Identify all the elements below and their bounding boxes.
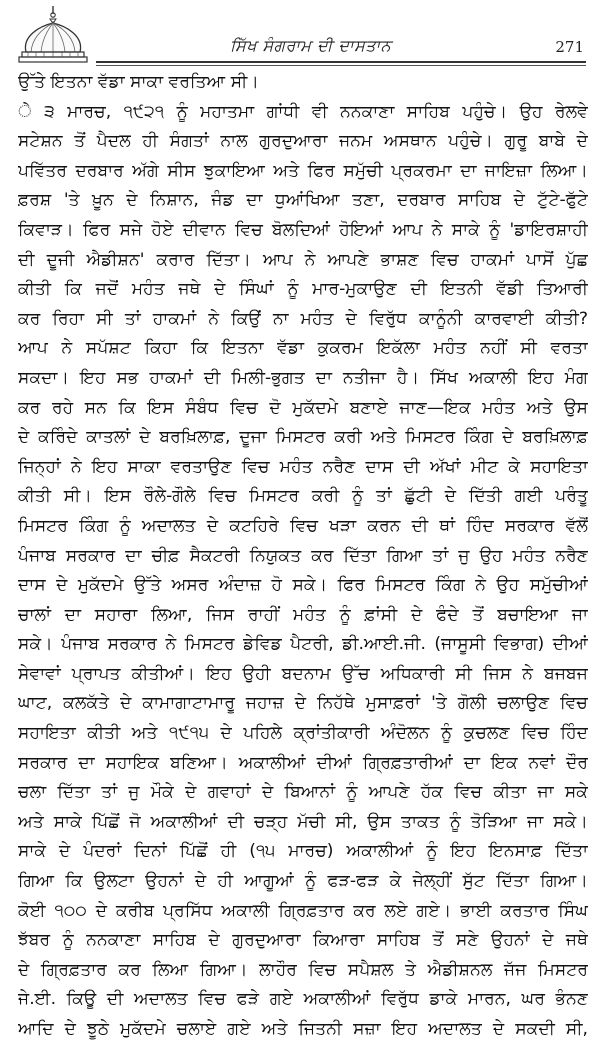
header-rule	[96, 61, 586, 63]
text-line: ਜੇ.ਈ. ਕਿਊ ਦੀ ਅਦਾਲਤ ਵਿਚ ਫੜੇ ਗਏ ਅਕਾਲੀਆਂ ਵਿਰੁੱਧ ਡਾਕੇ ਮਾਰਨ, ਘਰ ਭੰਨਣ	[18, 989, 588, 1010]
text-line: ਕਰ ਰਹੇ ਸਨ ਕਿ ਇਸ ਸੰਬੰਧ ਵਿਚ ਦੋ ਮੁਕੱਦਮੇ ਬਣਾਏ ਜਾਣ—ਇਕ ਮਹੰਤ ਅਤੇ ਉਸ	[18, 397, 588, 418]
page-number: 271	[555, 38, 584, 56]
text-line: ਗਿਆ ਕਿ ਉਲਟਾ ਉਹਨਾਂ ਦੇ ਹੀ ਆਗੂਆਂ ਨੂੰ ਫੜ-ਫੜ ਕੇ ਜੇਲ੍ਹੀਂ ਸੁੱਟ ਦਿੱਤਾ ਗਿਆ।	[18, 871, 588, 892]
text-line: ਕੋਈ ੧੦੦ ਦੇ ਕਰੀਬ ਪ੍ਰਸਿੱਧ ਅਕਾਲੀ ਗ੍ਰਿਫ਼ਤਾਰ ਕਰ ਲਏ ਗਏ। ਭਾਈ ਕਰਤਾਰ ਸਿੰਘ	[18, 900, 588, 921]
text-line: ਜਿਨ੍ਹਾਂ ਨੇ ਇਹ ਸਾਕਾ ਵਰਤਾਉਣ ਵਿਚ ਮਹੰਤ ਨਰੈਣ ਦਾਸ ਦੀ ਅੱਖਾਂ ਮੀਟ ਕੇ ਸਹਾਇਤਾ	[18, 456, 588, 477]
text-line: ਉੱਤੇ ਇਤਨਾ ਵੱਡਾ ਸਾਕਾ ਵਰਤਿਆ ਸੀ।	[18, 72, 259, 92]
text-line: ਫ਼ਰਸ਼ 'ਤੇ ਖ਼ੂਨ ਦੇ ਨਿਸ਼ਾਨ, ਜੰਡ ਦਾ ਧੁਆਂਖਿਆ ਤਣਾ, ਦਰਬਾਰ ਸਾਹਿਬ ਦੇ ਟੁੱਟੇ-ਫੁੱਟੇ	[18, 190, 588, 211]
text-line: ਪਵਿੱਤਰ ਦਰਬਾਰ ਅੱਗੇ ਸੀਸ ਝੁਕਾਇਆ ਅਤੇ ਫਿਰ ਸਮੁੱਚੀ ਪ੍ਰਕਰਮਾ ਦਾ ਜਾਇਜ਼ਾ ਲਿਆ।	[18, 160, 588, 181]
text-line: ਦੀ ਦੂਜੀ ਐਡੀਸ਼ਨ' ਕਰਾਰ ਦਿੱਤਾ। ਆਪ ਨੇ ਆਪਣੇ ਭਾਸ਼ਣ ਵਿਚ ਹਾਕਮਾਂ ਪਾਸੋਂ ਪੁੱਛ	[18, 249, 588, 270]
text-line: ਸਾਕੇ ਦੇ ਪੰਦਰਾਂ ਦਿਨਾਂ ਪਿੱਛੋਂ ਹੀ (੧੫ ਮਾਰਚ) ਅਕਾਲੀਆਂ ਨੂੰ ਇਹ ਇਨਸਾਫ਼ ਦਿੱਤਾ	[18, 841, 588, 862]
text-line: ਦੇ ਕਰਿੰਦੇ ਕਾਤਲਾਂ ਦੇ ਬਰਖ਼ਿਲਾਫ਼, ਦੂਜਾ ਮਿਸਟਰ ਕਰੀ ਅਤੇ ਮਿਸਟਰ ਕਿੰਗ ਦੇ ਬਰਖ਼ਿਲਾਫ਼	[18, 427, 588, 448]
text-line: ਸਕਦਾ। ਇਹ ਸਭ ਹਾਕਮਾਂ ਦੀ ਮਿਲੀ-ਭੁਗਤ ਦਾ ਨਤੀਜਾ ਹੈ। ਸਿੱਖ ਅਕਾਲੀ ਇਹ ਮੰਗ	[18, 367, 588, 388]
running-title: ਸਿੱਖ ਸੰਗਰਾਮ ਦੀ ਦਾਸਤਾਨ	[230, 36, 392, 55]
text-line: ਕੀਤੀ ਸੀ। ਇਸ ਰੌਲੇ-ਗੌਲੇ ਵਿਚ ਮਿਸਟਰ ਕਰੀ ਨੂੰ ਤਾਂ ਛੁੱਟੀ ਦੇ ਦਿੱਤੀ ਗਈ ਪਰੰਤੂ	[18, 486, 588, 507]
text-line: ਪੰਜਾਬ ਸਰਕਾਰ ਦਾ ਚੀਫ਼ ਸੈਕਟਰੀ ਨਿਯੁਕਤ ਕਰ ਦਿੱਤਾ ਗਿਆ ਤਾਂ ਜੁ ਉਹ ਮਹੰਤ ਨਰੈਣ	[18, 545, 588, 566]
text-line: ਦਾਸ ਦੇ ਮੁਕੱਦਮੇ ਉੱਤੇ ਅਸਰ ਅੰਦਾਜ਼ ਹੋ ਸਕੇ। ਫਿਰ ਮਿਸਟਰ ਕਿੰਗ ਨੇ ਉਹ ਸਮੁੱਚੀਆਂ	[18, 575, 588, 596]
page-header	[0, 0, 600, 70]
text-line: ਝੱਬਰ ਨੂੰ ਨਨਕਾਣਾ ਸਾਹਿਬ ਦੇ ਗੁਰਦੁਆਰਾ ਕਿਆਰਾ ਸਾਹਿਬ ਤੋਂ ਸਣੇ ਉਹਨਾਂ ਦੇ ਜਥੇ	[18, 930, 588, 951]
text-line: ਸਹਾਇਤਾ ਕੀਤੀ ਅਤੇ ੧੯੧੫ ਦੇ ਪਹਿਲੇ ਕ੍ਰਾਂਤੀਕਾਰੀ ਅੰਦੋਲਨ ਨੂੰ ਕੁਚਲਣ ਵਿਚ ਹਿੰਦ	[18, 723, 588, 744]
text-line: ਦੇ ਗ੍ਰਿਫ਼ਤਾਰ ਕਰ ਲਿਆ ਗਿਆ। ਲਾਹੌਰ ਵਿਚ ਸਪੈਸ਼ਲ ਤੇ ਐਡੀਸ਼ਨਲ ਜੱਜ ਮਿਸਟਰ	[18, 959, 588, 980]
text-line: ਚਲਾ ਦਿੱਤਾ ਤਾਂ ਜੁ ਮੌਕੇ ਦੇ ਗਵਾਹਾਂ ਦੇ ਬਿਆਨਾਂ ਨੂੰ ਆਪਣੇ ਹੱਕ ਵਿਚ ਕੀਤਾ ਜਾ ਸਕੇ	[18, 782, 588, 803]
gurdwara-dome-icon	[14, 4, 92, 66]
text-line: ਅਤੇ ਸਾਕੇ ਪਿੱਛੋਂ ਜੋ ਅਕਾਲੀਆਂ ਦੀ ਚੜ੍ਹ ਮੱਚੀ ਸੀ, ਉਸ ਤਾਕਤ ਨੂੰ ਤੋੜਿਆ ਜਾ ਸਕੇ।	[18, 811, 588, 832]
text-line: ਕੀਤੀ ਕਿ ਜਦੋਂ ਮਹੰਤ ਜਥੇ ਦੇ ਸਿੰਘਾਂ ਨੂੰ ਮਾਰ-ਮੁਕਾਉਣ ਦੀ ਇਤਨੀ ਵੱਡੀ ਤਿਆਰੀ	[18, 279, 588, 300]
body-text	[18, 68, 588, 1045]
text-line: ਸੇਵਾਵਾਂ ਪ੍ਰਾਪਤ ਕੀਤੀਆਂ। ਇਹ ਉਹੀ ਬਦਨਾਮ ਉੱਚ ਅਧਿਕਾਰੀ ਸੀ ਜਿਸ ਨੇ ਬਜਬਜ	[18, 663, 588, 684]
text-line: ਕਰ ਰਿਹਾ ਸੀ ਤਾਂ ਹਾਕਮਾਂ ਨੇ ਕਿਉਂ ਨਾ ਮਹੰਤ ਦੇ ਵਿਰੁੱਧ ਕਾਨੂੰਨੀ ਕਾਰਵਾਈ ਕੀਤੀ?	[18, 308, 588, 329]
text-line: ਸਟੇਸ਼ਨ ਤੋਂ ਪੈਦਲ ਹੀ ਸੰਗਤਾਂ ਨਾਲ ਗੁਰਦੁਆਰਾ ਜਨਮ ਅਸਥਾਨ ਪਹੁੰਚੇ। ਗੁਰੂ ਬਾਬੇ ਦੇ	[18, 131, 588, 152]
text-line: ਮਿਸਟਰ ਕਿੰਗ ਨੂੰ ਅਦਾਲਤ ਦੇ ਕਟਹਿਰੇ ਵਿਚ ਖੜਾ ਕਰਨ ਦੀ ਥਾਂ ਹਿੰਦ ਸਰਕਾਰ ਵੱਲੋਂ	[18, 515, 588, 536]
text-line: ਘਾਟ, ਕਲਕੱਤੇ ਦੇ ਕਾਮਾਗਾਟਾਮਾਰੂ ਜਹਾਜ਼ ਦੇ ਨਿਹੱਥੇ ਮੁਸਾਫ਼ਰਾਂ 'ਤੇ ਗੋਲੀ ਚਲਾਉਣ ਵਿਚ	[18, 693, 588, 714]
text-line: ਸਕੇ। ਪੰਜਾਬ ਸਰਕਾਰ ਨੇ ਮਿਸਟਰ ਡੇਵਿਡ ਪੈਟਰੀ, ਡੀ.ਆਈ.ਜੀ. (ਜਾਸੂਸੀ ਵਿਭਾਗ) ਦੀਆਂ	[18, 634, 588, 655]
text-line: ਆਦਿ ਦੇ ਝੂਠੇ ਮੁਕੱਦਮੇ ਚਲਾਏ ਗਏ ਅਤੇ ਜਿਤਨੀ ਸਜ਼ਾ ਇਹ ਅਦਾਲਤ ਦੇ ਸਕਦੀ ਸੀ,	[18, 1019, 588, 1039]
text-line: ਸਰਕਾਰ ਦਾ ਸਹਾਇਕ ਬਣਿਆ। ਅਕਾਲੀਆਂ ਦੀਆਂ ਗ੍ਰਿਫ਼ਤਾਰੀਆਂ ਦਾ ਇਕ ਨਵਾਂ ਦੌਰ	[18, 752, 588, 773]
text-line: ਕਿਵਾੜ। ਫਿਰ ਸਜੇ ਹੋਏ ਦੀਵਾਨ ਵਿਚ ਬੋਲਦਿਆਂ ਹੋਇਆਂ ਆਪ ਨੇ ਸਾਕੇ ਨੂੰ 'ਡਾਇਰਸ਼ਾਹੀ	[18, 219, 588, 240]
header-rule-secondary	[96, 65, 586, 66]
text-line: ੇ ੩ ਮਾਰਚ, ੧੯੨੧ ਨੂੰ ਮਹਾਤਮਾ ਗਾਂਧੀ ਵੀ ਨਨਕਾਣਾ ਸਾਹਿਬ ਪਹੁੰਚੇ। ਉਹ ਰੇਲਵੇ	[18, 101, 588, 122]
text-line: ਚਾਲਾਂ ਦਾ ਸਹਾਰਾ ਲਿਆ, ਜਿਸ ਰਾਹੀਂ ਮਹੰਤ ਨੂੰ ਫ਼ਾਂਸੀ ਦੇ ਫੰਦੇ ਤੋਂ ਬਚਾਇਆ ਜਾ	[18, 604, 588, 625]
text-line: ਆਪ ਨੇ ਸਪੱਸ਼ਟ ਕਿਹਾ ਕਿ ਇਤਨਾ ਵੱਡਾ ਕੁਕਰਮ ਇਕੱਲਾ ਮਹੰਤ ਨਹੀਂ ਸੀ ਵਰਤਾ	[18, 338, 588, 359]
